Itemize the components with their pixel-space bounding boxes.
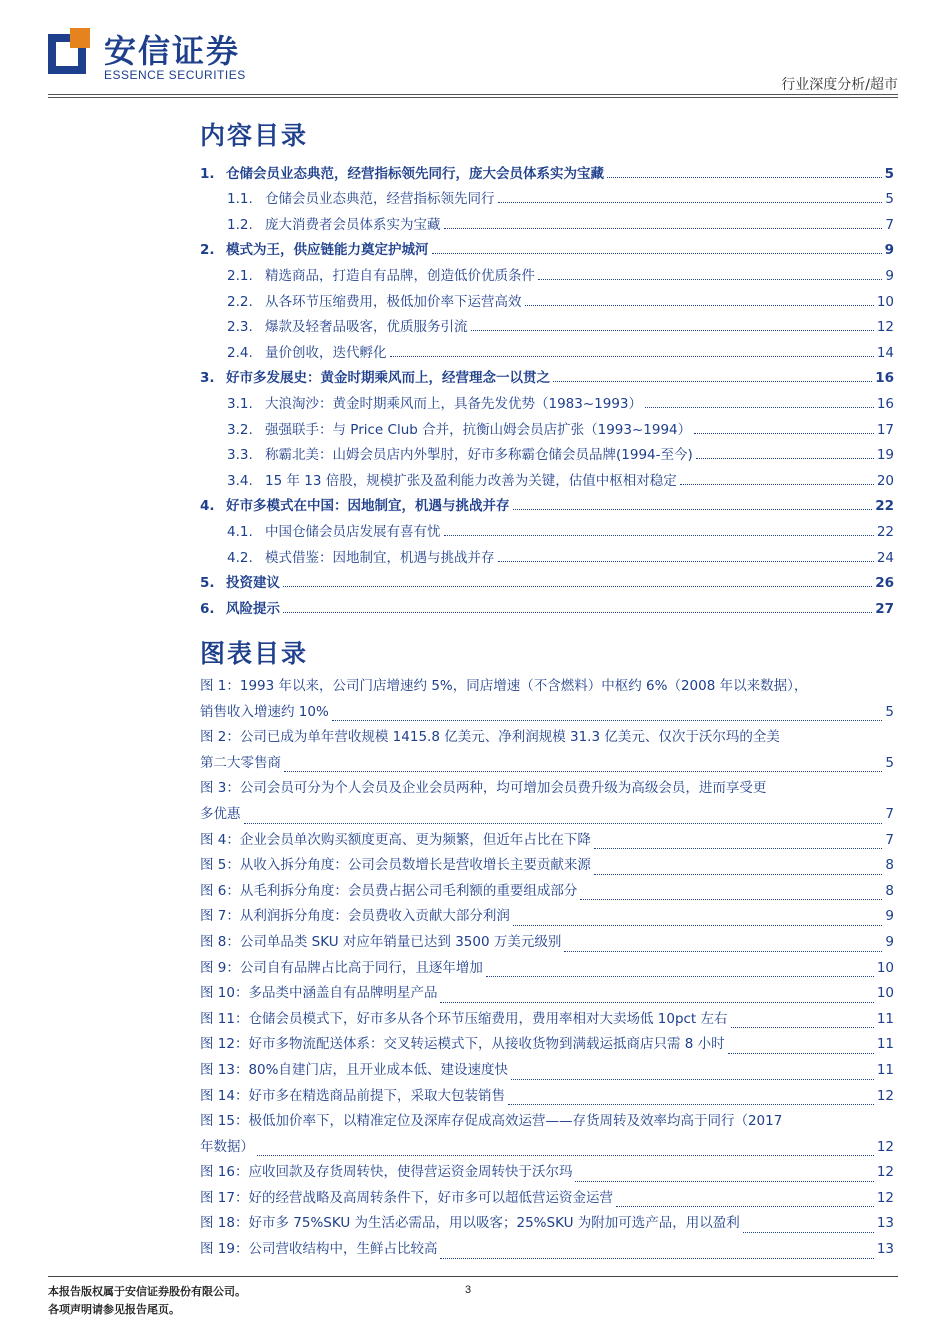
figure-leader-dots xyxy=(332,720,883,721)
figure-list-item[interactable] xyxy=(200,776,894,827)
toc-number: 2.2. xyxy=(227,293,253,310)
figure-list-item[interactable] xyxy=(200,1211,894,1237)
figure-page-number: 12 xyxy=(876,1189,894,1206)
figure-caption: 图 4：企业会员单次购买额度更高、更为频繁，但近年占比在下降 xyxy=(200,831,591,848)
toc-page-number: 22 xyxy=(875,498,894,515)
figure-list-item[interactable] xyxy=(200,956,894,982)
figure-page-number: 5 xyxy=(885,703,894,720)
figure-list-item[interactable] xyxy=(200,828,894,854)
toc-section-link[interactable] xyxy=(200,540,894,566)
figure-caption: 图 13：80%自建门店，且开业成本低、建设速度快 xyxy=(200,1061,508,1078)
header-divider xyxy=(48,94,898,95)
figure-caption: 销售收入增速约 10% xyxy=(200,703,329,720)
toc-text: 量价创收，迭代孵化 xyxy=(265,344,387,361)
figure-page-number: 13 xyxy=(876,1241,894,1258)
figure-list-item[interactable] xyxy=(200,1084,894,1110)
figure-page-number: 7 xyxy=(885,805,894,822)
figure-list-item[interactable] xyxy=(200,1007,894,1033)
toc-section-link[interactable] xyxy=(200,207,894,233)
figure-page-number: 12 xyxy=(876,1164,894,1181)
toc-text: 仓储会员业态典范，经营指标领先同行，庞大会员体系实为宝藏 xyxy=(226,165,604,182)
figure-page-number: 8 xyxy=(885,857,894,874)
toc-chapter-link[interactable] xyxy=(200,489,894,515)
toc-number: 2.3. xyxy=(227,319,253,336)
figure-leader-dots xyxy=(513,925,883,926)
toc-page-number: 14 xyxy=(876,344,894,361)
figure-list-item[interactable] xyxy=(200,1058,894,1084)
toc-page-number: 20 xyxy=(876,472,894,489)
figure-list-item[interactable] xyxy=(200,930,894,956)
toc-leader-dots xyxy=(498,561,874,562)
toc-section-link[interactable] xyxy=(200,335,894,361)
toc-leader-dots xyxy=(696,458,874,459)
figure-leader-dots xyxy=(511,1079,874,1080)
toc-leader-dots xyxy=(513,509,873,510)
toc-page-number: 5 xyxy=(884,165,894,182)
toc-section-link[interactable] xyxy=(200,412,894,438)
toc-page-number: 9 xyxy=(884,242,894,259)
toc-number: 1.1. xyxy=(227,191,253,208)
toc-chapter-link[interactable] xyxy=(200,156,894,182)
page-header xyxy=(0,0,950,100)
figure-leader-dots xyxy=(731,1027,874,1028)
footer-copyright: 本报告版权属于安信证券股份有限公司。 xyxy=(48,1285,246,1298)
essence-logo-icon xyxy=(48,28,92,78)
toc-section-link[interactable] xyxy=(200,514,894,540)
figure-list-item[interactable] xyxy=(200,981,894,1007)
figure-caption: 图 11：仓储会员模式下，好市多从各个环节压缩费用，费用率相对大卖场低 10pct 左右 xyxy=(200,1010,728,1027)
toc-leader-dots xyxy=(553,381,872,382)
figure-page-number: 8 xyxy=(885,882,894,899)
toc-leader-dots xyxy=(283,612,872,613)
toc-section-link[interactable] xyxy=(200,463,894,489)
figure-caption: 图 5：从收入拆分角度：公司会员数增长是营收增长主要贡献来源 xyxy=(200,857,591,874)
figure-page-number: 11 xyxy=(876,1010,894,1027)
toc-section-link[interactable] xyxy=(200,182,894,208)
figure-caption-first-line: 图 3：公司会员可分为个人会员及企业会员两种，均可增加会员费升级为高级会员，进而享受更 xyxy=(200,780,767,797)
figure-list-item[interactable] xyxy=(200,1032,894,1058)
toc-page-number: 12 xyxy=(876,319,894,336)
figure-list-item[interactable] xyxy=(200,1109,894,1160)
toc-section-link[interactable] xyxy=(200,310,894,336)
toc-page-number: 7 xyxy=(885,216,894,233)
toc-section-link[interactable] xyxy=(200,438,894,464)
toc-text: 爆款及轻奢品吸客，优质服务引流 xyxy=(265,319,468,336)
figure-leader-dots xyxy=(594,848,883,849)
figure-caption: 图 14：好市多在精选商品前提下，采取大包装销售 xyxy=(200,1087,505,1104)
toc-number: 2.1. xyxy=(227,267,253,284)
toc-number: 1.2. xyxy=(227,216,253,233)
figure-caption: 图 16：应收回款及存货周转快，使得营运资金周转快于沃尔玛 xyxy=(200,1164,573,1181)
figure-page-number: 5 xyxy=(885,754,894,771)
toc-page-number: 17 xyxy=(876,421,894,438)
toc-number: 3.3. xyxy=(227,447,253,464)
figure-list-item[interactable] xyxy=(200,1160,894,1186)
toc-number: 3.1. xyxy=(227,395,253,412)
toc-leader-dots xyxy=(538,279,882,280)
figure-list-item[interactable] xyxy=(200,1237,894,1263)
toc-text: 好市多模式在中国：因地制宜，机遇与挑战并存 xyxy=(226,498,510,515)
toc-number: 6. xyxy=(200,600,215,617)
toc-text: 庞大消费者会员体系实为宝藏 xyxy=(265,216,441,233)
figure-caption-first-line: 图 15：极低加价率下，以精准定位及深库存促成高效运营——存货周转及效率均高于同行（2017 xyxy=(200,1113,783,1130)
figure-caption: 图 12：好市多物流配送体系：交叉转运模式下，从接收货物到满载运抵商店只需 8 小时 xyxy=(200,1036,725,1053)
toc-text: 模式为王，供应链能力奠定护城河 xyxy=(226,242,429,259)
toc-page-number: 5 xyxy=(885,191,894,208)
toc-text: 大浪淘沙：黄金时期乘风而上，具备先发优势（1983~1993） xyxy=(265,395,643,412)
figure-list-item[interactable] xyxy=(200,853,894,879)
toc-number: 3. xyxy=(200,370,215,387)
toc-page-number: 10 xyxy=(876,293,894,310)
toc-text: 中国仓储会员店发展有喜有忧 xyxy=(265,523,441,540)
figure-list-item[interactable] xyxy=(200,674,894,725)
toc-page-number: 9 xyxy=(885,267,894,284)
toc-leader-dots xyxy=(694,433,874,434)
toc-chapter-link[interactable] xyxy=(200,591,894,617)
figure-leader-dots xyxy=(728,1053,874,1054)
figure-list-item[interactable] xyxy=(200,1186,894,1212)
toc-text: 仓储会员业态典范，经营指标领先同行 xyxy=(265,191,495,208)
header-divider-secondary xyxy=(48,97,898,98)
toc-number: 2.4. xyxy=(227,344,253,361)
figure-page-number: 12 xyxy=(876,1138,894,1155)
toc-leader-dots xyxy=(498,202,883,203)
figure-leader-dots xyxy=(284,771,882,772)
toc-text: 精选商品，打造自有品牌，创造低价优质条件 xyxy=(265,267,535,284)
figure-page-number: 7 xyxy=(885,831,894,848)
figure-caption: 第二大零售商 xyxy=(200,754,281,771)
toc-text: 投资建议 xyxy=(226,575,280,592)
toc-text: 好市多发展史：黄金时期乘风而上，经营理念一以贯之 xyxy=(226,370,550,387)
page-number: 3 xyxy=(465,1284,472,1296)
toc-text: 风险提示 xyxy=(226,600,280,617)
figure-caption: 年数据） xyxy=(200,1138,254,1155)
figure-caption-first-line: 图 1：1993 年以来，公司门店增速约 5%，同店增速（不含燃料）中枢约 6%（2008 年以来数据）， xyxy=(200,678,808,694)
toc-text: 强强联手：与 Price Club 合并，抗衡山姆会员店扩张（1993~1994） xyxy=(265,421,692,438)
toc-page-number: 22 xyxy=(876,523,894,540)
figure-leader-dots xyxy=(575,1181,873,1182)
figure-caption: 图 9：公司自有品牌占比高于同行，且逐年增加 xyxy=(200,959,483,976)
figure-leader-dots xyxy=(257,1155,874,1156)
toc-leader-dots xyxy=(444,535,874,536)
figure-page-number: 13 xyxy=(876,1215,894,1232)
report-type: 行业深度分析/超市 xyxy=(781,77,898,93)
toc-leader-dots xyxy=(680,484,874,485)
toc-number: 4.2. xyxy=(227,549,253,566)
toc-leader-dots xyxy=(645,407,874,408)
figure-caption: 图 19：公司营收结构中，生鲜占比较高 xyxy=(200,1241,438,1258)
figure-leader-dots xyxy=(580,899,882,900)
footer-notice xyxy=(48,1283,246,1319)
toc-number: 3.4. xyxy=(227,472,253,489)
toc-page-number: 24 xyxy=(876,549,894,566)
list-of-figures xyxy=(200,674,894,1263)
figure-caption: 多优惠 xyxy=(200,805,241,822)
figure-caption: 图 7：从利润拆分角度：会员费收入贡献大部分利润 xyxy=(200,908,510,925)
figure-list-item[interactable] xyxy=(200,879,894,905)
toc-number: 3.2. xyxy=(227,421,253,438)
figure-page-number: 12 xyxy=(876,1087,894,1104)
toc-number: 4.1. xyxy=(227,523,253,540)
toc-section-link[interactable] xyxy=(200,284,894,310)
toc-chapter-link[interactable] xyxy=(200,566,894,592)
figure-page-number: 9 xyxy=(885,908,894,925)
figure-leader-dots xyxy=(508,1104,874,1105)
figure-leader-dots xyxy=(743,1232,874,1233)
toc-text: 从各环节压缩费用，极低加价率下运营高效 xyxy=(265,293,522,310)
figure-leader-dots xyxy=(244,823,883,824)
figure-caption: 图 17：好的经营战略及高周转条件下，好市多可以超低营运资金运营 xyxy=(200,1189,613,1206)
figure-leader-dots xyxy=(616,1206,874,1207)
toc-text: 模式借鉴：因地制宜，机遇与挑战并存 xyxy=(265,549,495,566)
logo-english-name: ESSENCE SECURITIES xyxy=(104,68,246,82)
toc-page-number: 16 xyxy=(875,370,894,387)
figure-leader-dots xyxy=(440,1258,873,1259)
footer-disclaimer: 各项声明请参见报告尾页。 xyxy=(48,1303,180,1316)
toc-page-number: 16 xyxy=(876,395,894,412)
logo-chinese-name: 安信证券 xyxy=(104,32,241,70)
figure-leader-dots xyxy=(486,976,874,977)
toc-number: 2. xyxy=(200,242,215,259)
figure-page-number: 11 xyxy=(876,1061,894,1078)
toc-text: 称霸北美：山姆会员店内外掣肘，好市多称霸仓储会员品牌(1994-至今) xyxy=(265,447,693,464)
toc-leader-dots xyxy=(525,305,874,306)
figure-page-number: 10 xyxy=(876,985,894,1002)
footer-divider xyxy=(48,1276,898,1277)
toc-page-number: 26 xyxy=(875,575,894,592)
toc-chapter-link[interactable] xyxy=(200,361,894,387)
figure-leader-dots xyxy=(594,874,883,875)
figure-caption: 图 18：好市多 75%SKU 为生活必需品，用以吸客；25%SKU 为附加可选产品，用以盈利 xyxy=(200,1215,740,1232)
figure-caption-first-line: 图 2：公司已成为单年营收规模 1415.8 亿美元、净利润规模 31.3 亿美元、仅次于沃尔玛的全美 xyxy=(200,729,780,746)
figure-caption: 图 6：从毛利拆分角度：会员费占据公司毛利额的重要组成部分 xyxy=(200,882,578,899)
lof-title: 图表目录 xyxy=(200,639,309,668)
toc-leader-dots xyxy=(444,228,883,229)
figure-list-item[interactable] xyxy=(200,725,894,776)
toc-chapter-link[interactable] xyxy=(200,233,894,259)
toc-section-link[interactable] xyxy=(200,386,894,412)
toc-leader-dots xyxy=(471,330,874,331)
figure-page-number: 10 xyxy=(876,959,894,976)
figure-leader-dots xyxy=(564,951,882,952)
figure-caption: 图 10：多品类中涵盖自有品牌明星产品 xyxy=(200,985,438,1002)
figure-page-number: 11 xyxy=(876,1036,894,1053)
toc-number: 4. xyxy=(200,498,215,515)
toc-number: 5. xyxy=(200,575,215,592)
figure-leader-dots xyxy=(440,1002,873,1003)
toc-leader-dots xyxy=(432,253,882,254)
toc-leader-dots xyxy=(607,177,882,178)
toc-title: 内容目录 xyxy=(200,121,309,150)
toc-page-number: 27 xyxy=(875,600,894,617)
toc-leader-dots xyxy=(283,586,872,587)
toc-page-number: 19 xyxy=(876,447,894,464)
figure-list-item[interactable] xyxy=(200,904,894,930)
toc-number: 1. xyxy=(200,165,215,182)
figure-page-number: 9 xyxy=(885,933,894,950)
toc-text: 15 年 13 倍股，规模扩张及盈利能力改善为关键，估值中枢相对稳定 xyxy=(265,472,677,489)
table-of-contents xyxy=(200,156,894,617)
toc-leader-dots xyxy=(390,356,874,357)
toc-section-link[interactable] xyxy=(200,258,894,284)
figure-caption: 图 8：公司单品类 SKU 对应年销量已达到 3500 万美元级别 xyxy=(200,933,562,950)
